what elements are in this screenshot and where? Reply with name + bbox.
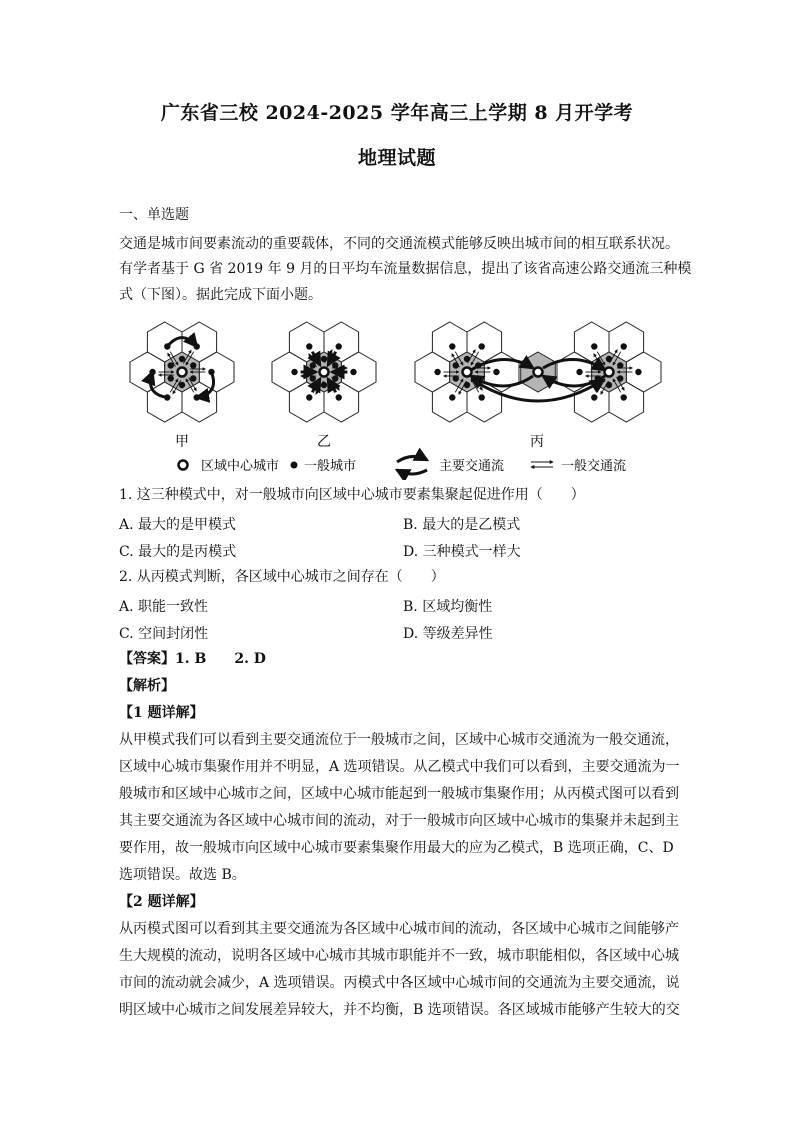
general-city-marker	[621, 394, 627, 400]
general-city-marker	[617, 362, 623, 368]
q1-option-d: D. 三种模式一样大	[403, 544, 521, 560]
q2-option-c: C. 空间封闭性	[119, 626, 209, 642]
general-city-marker	[332, 362, 338, 368]
general-city-marker	[168, 375, 174, 381]
general-city-marker	[617, 375, 623, 381]
legend-main-flow: 主要交通流	[439, 459, 505, 474]
general-city-marker	[208, 369, 214, 375]
general-city-marker	[479, 394, 485, 400]
general-city-marker	[190, 362, 196, 368]
q2-option-a: A. 职能一致性	[119, 599, 209, 615]
q1-option-c: C. 最大的是丙模式	[119, 544, 237, 560]
legend-general-city: 一般城市	[304, 459, 357, 474]
question-1-stem: 1. 这三种模式中，对一般城市向区域中心城市要素集聚起促进作用（ ）	[119, 487, 585, 503]
intro-line: 有学者基于 G 省 2019 年 9 月的日平均车流量数据信息，提出了该省高速公路交通流三种模	[119, 261, 692, 277]
general-city-marker	[291, 369, 297, 375]
detail-1-line: 其主要交通流为各区域中心城市间的流动，对于一般城市向区域中心城市的集聚并未起到主	[119, 813, 679, 829]
detail-1-line: 般城市和区域中心城市之间，区域中心城市能起到一般城市集聚作用；从丙模式图可以看到	[119, 786, 679, 802]
question-2-stem: 2. 从丙模式判断，各区域中心城市之间存在（ ）	[119, 569, 445, 585]
general-city-marker	[310, 362, 316, 368]
document-title: 广东省三校 2024-2025 学年高三上学期 8 月开学考	[160, 102, 634, 124]
general-city-marker	[168, 362, 174, 368]
center-city-marker	[463, 368, 472, 377]
detail-2-heading: 【2 题详解】	[119, 894, 204, 910]
q2-option-d: D. 等级差异性	[403, 626, 493, 642]
center-city-legend-icon	[179, 461, 188, 470]
general-city-marker	[449, 343, 455, 349]
figure-label-yi: 乙	[317, 434, 331, 450]
general-city-marker	[493, 369, 499, 375]
detail-2-line: 生大规模的流动，说明各区域中心城市其城市职能并不一致，城市职能相似，各区域中心城	[119, 948, 679, 964]
general-city-marker	[621, 343, 627, 349]
detail-2-line: 从丙模式图可以看到其主要交通流为各区域中心城市间的流动，各区域中心城市之间能够产	[119, 921, 679, 937]
general-city-marker	[453, 375, 459, 381]
general-city-marker	[591, 394, 597, 400]
section-heading: 一、单选题	[119, 207, 189, 223]
general-city-marker	[306, 394, 312, 400]
general-city-marker	[453, 362, 459, 368]
detail-1-line: 从甲模式我们可以看到主要交通流位于一般城市之间，区域中心城市交通流为一般交通流，	[119, 732, 679, 748]
detail-1-line: 区域中心城市集聚作用并不明显，A 选项错误。从乙模式中我们可以看到，主要交通流为一	[119, 759, 680, 775]
general-flow-legend-icon	[531, 462, 553, 467]
general-city-marker	[306, 343, 312, 349]
general-city-legend-icon	[291, 462, 298, 469]
legend-center-city: 区域中心城市	[201, 459, 280, 474]
general-city-marker	[475, 375, 481, 381]
q1-option-a: A. 最大的是甲模式	[119, 517, 237, 533]
intro-line: 式（下图）。据此完成下面小题。	[119, 287, 322, 303]
general-city-marker	[475, 362, 481, 368]
general-city-marker	[449, 394, 455, 400]
general-city-marker	[479, 343, 485, 349]
general-city-marker	[595, 375, 601, 381]
general-city-marker	[190, 375, 196, 381]
general-city-marker	[164, 343, 170, 349]
flow-arrows	[150, 338, 632, 401]
detail-1-heading: 【1 题详解】	[119, 705, 204, 721]
general-city-marker	[164, 394, 170, 400]
general-city-marker	[321, 356, 327, 362]
general-city-marker	[350, 369, 356, 375]
general-city-marker	[595, 362, 601, 368]
general-city-marker	[194, 394, 200, 400]
city-markers	[149, 343, 641, 400]
general-city-marker	[464, 356, 470, 362]
general-city-marker	[464, 382, 470, 388]
general-city-marker	[194, 343, 200, 349]
analysis-heading: 【解析】	[119, 678, 175, 694]
center-city-marker	[320, 368, 329, 377]
detail-1-line: 选项错误。故选 B。	[119, 867, 246, 883]
figure-label-jia: 甲	[175, 434, 189, 450]
traffic-flow-figure	[119, 310, 679, 480]
general-city-marker	[336, 343, 342, 349]
general-city-marker	[635, 369, 641, 375]
general-city-marker	[591, 343, 597, 349]
general-city-marker	[336, 394, 342, 400]
main-flow-legend-icon	[397, 456, 427, 474]
intro-line: 交通是城市间要素流动的重要载体，不同的交通流模式能够反映出城市间的相互联系状况。	[119, 236, 679, 252]
general-city-marker	[606, 382, 612, 388]
q2-option-b: B. 区域均衡性	[403, 599, 493, 615]
document-subtitle: 地理试题	[357, 147, 436, 169]
general-city-marker	[606, 356, 612, 362]
answer-line: 【答案】1. B 2. D	[119, 651, 266, 667]
center-city-marker	[534, 368, 543, 377]
q1-option-b: B. 最大的是乙模式	[403, 517, 521, 533]
detail-2-line: 明区域中心城市之间发展差异较大，并不均衡，B 选项错误。各区域城市能够产生较大的交	[119, 1002, 680, 1018]
general-city-marker	[434, 369, 440, 375]
general-city-marker	[149, 369, 155, 375]
general-city-marker	[332, 375, 338, 381]
general-city-marker	[179, 382, 185, 388]
center-city-marker	[605, 368, 614, 377]
detail-1-line: 要作用，故一般城市向区域中心城市要素集聚作用最大的应为乙模式，B 选项正确，C、D	[119, 840, 674, 856]
general-city-marker	[321, 382, 327, 388]
general-city-marker	[310, 375, 316, 381]
general-city-marker	[179, 356, 185, 362]
detail-2-line: 市间的流动就会减少，A 选项错误。丙模式中各区域中心城市间的交通流为主要交通流，说	[119, 975, 680, 991]
center-city-marker	[178, 368, 187, 377]
legend-general-flow: 一般交通流	[561, 459, 627, 474]
general-city-marker	[576, 369, 582, 375]
figure-label-bing: 丙	[530, 434, 544, 450]
